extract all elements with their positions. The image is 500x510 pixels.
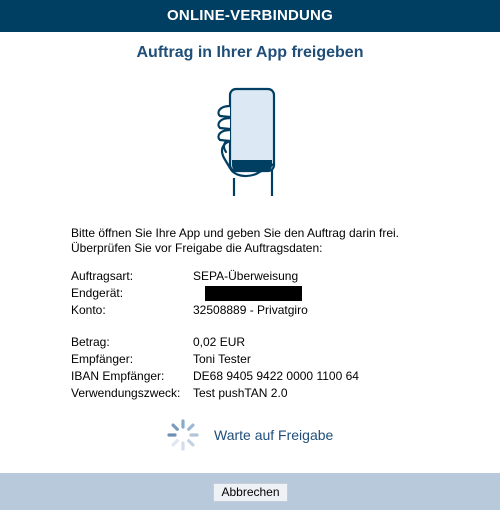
- dialog-footer: [0, 473, 500, 510]
- order-type-value: SEPA-Überweisung: [193, 269, 299, 283]
- loading-spinner-icon: [166, 418, 200, 452]
- order-type-label: Auftragsart:: [71, 269, 134, 283]
- instructions-text: [71, 226, 471, 255]
- amount-label: Betrag:: [71, 335, 110, 349]
- account-value: 32508889 - Privatgiro: [193, 303, 308, 317]
- recipient-label: Empfänger:: [71, 352, 134, 366]
- device-label: Endgerät:: [71, 286, 124, 300]
- iban-label: IBAN Empfänger:: [71, 369, 165, 383]
- account-label: Konto:: [71, 303, 106, 317]
- dialog-header: [0, 0, 500, 32]
- redacted-block: [205, 286, 302, 301]
- purpose-value: Test pushTAN 2.0: [193, 386, 288, 400]
- waiting-status: [166, 418, 333, 452]
- hand-holding-phone-icon: [206, 86, 296, 198]
- recipient-value: Toni Tester: [193, 352, 251, 366]
- amount-value: 0,02 EUR: [193, 335, 246, 349]
- cancel-button[interactable]: Abbrechen: [213, 483, 288, 502]
- page-title: Auftrag in Ihrer App freigeben: [136, 44, 364, 61]
- purpose-label: Verwendungszweck:: [71, 386, 181, 400]
- iban-value: DE68 9405 9422 0000 1100 64: [193, 369, 359, 383]
- waiting-text: Warte auf Freigabe: [214, 427, 334, 443]
- dialog-header-title: ONLINE-VERBINDUNG: [167, 7, 333, 24]
- instruction-line-1: Bitte öffnen Sie Ihre App und geben Sie den Auftrag darin frei.: [71, 226, 400, 240]
- instruction-line-2: Überprüfen Sie vor Freigabe die Auftragsdaten:: [71, 240, 323, 255]
